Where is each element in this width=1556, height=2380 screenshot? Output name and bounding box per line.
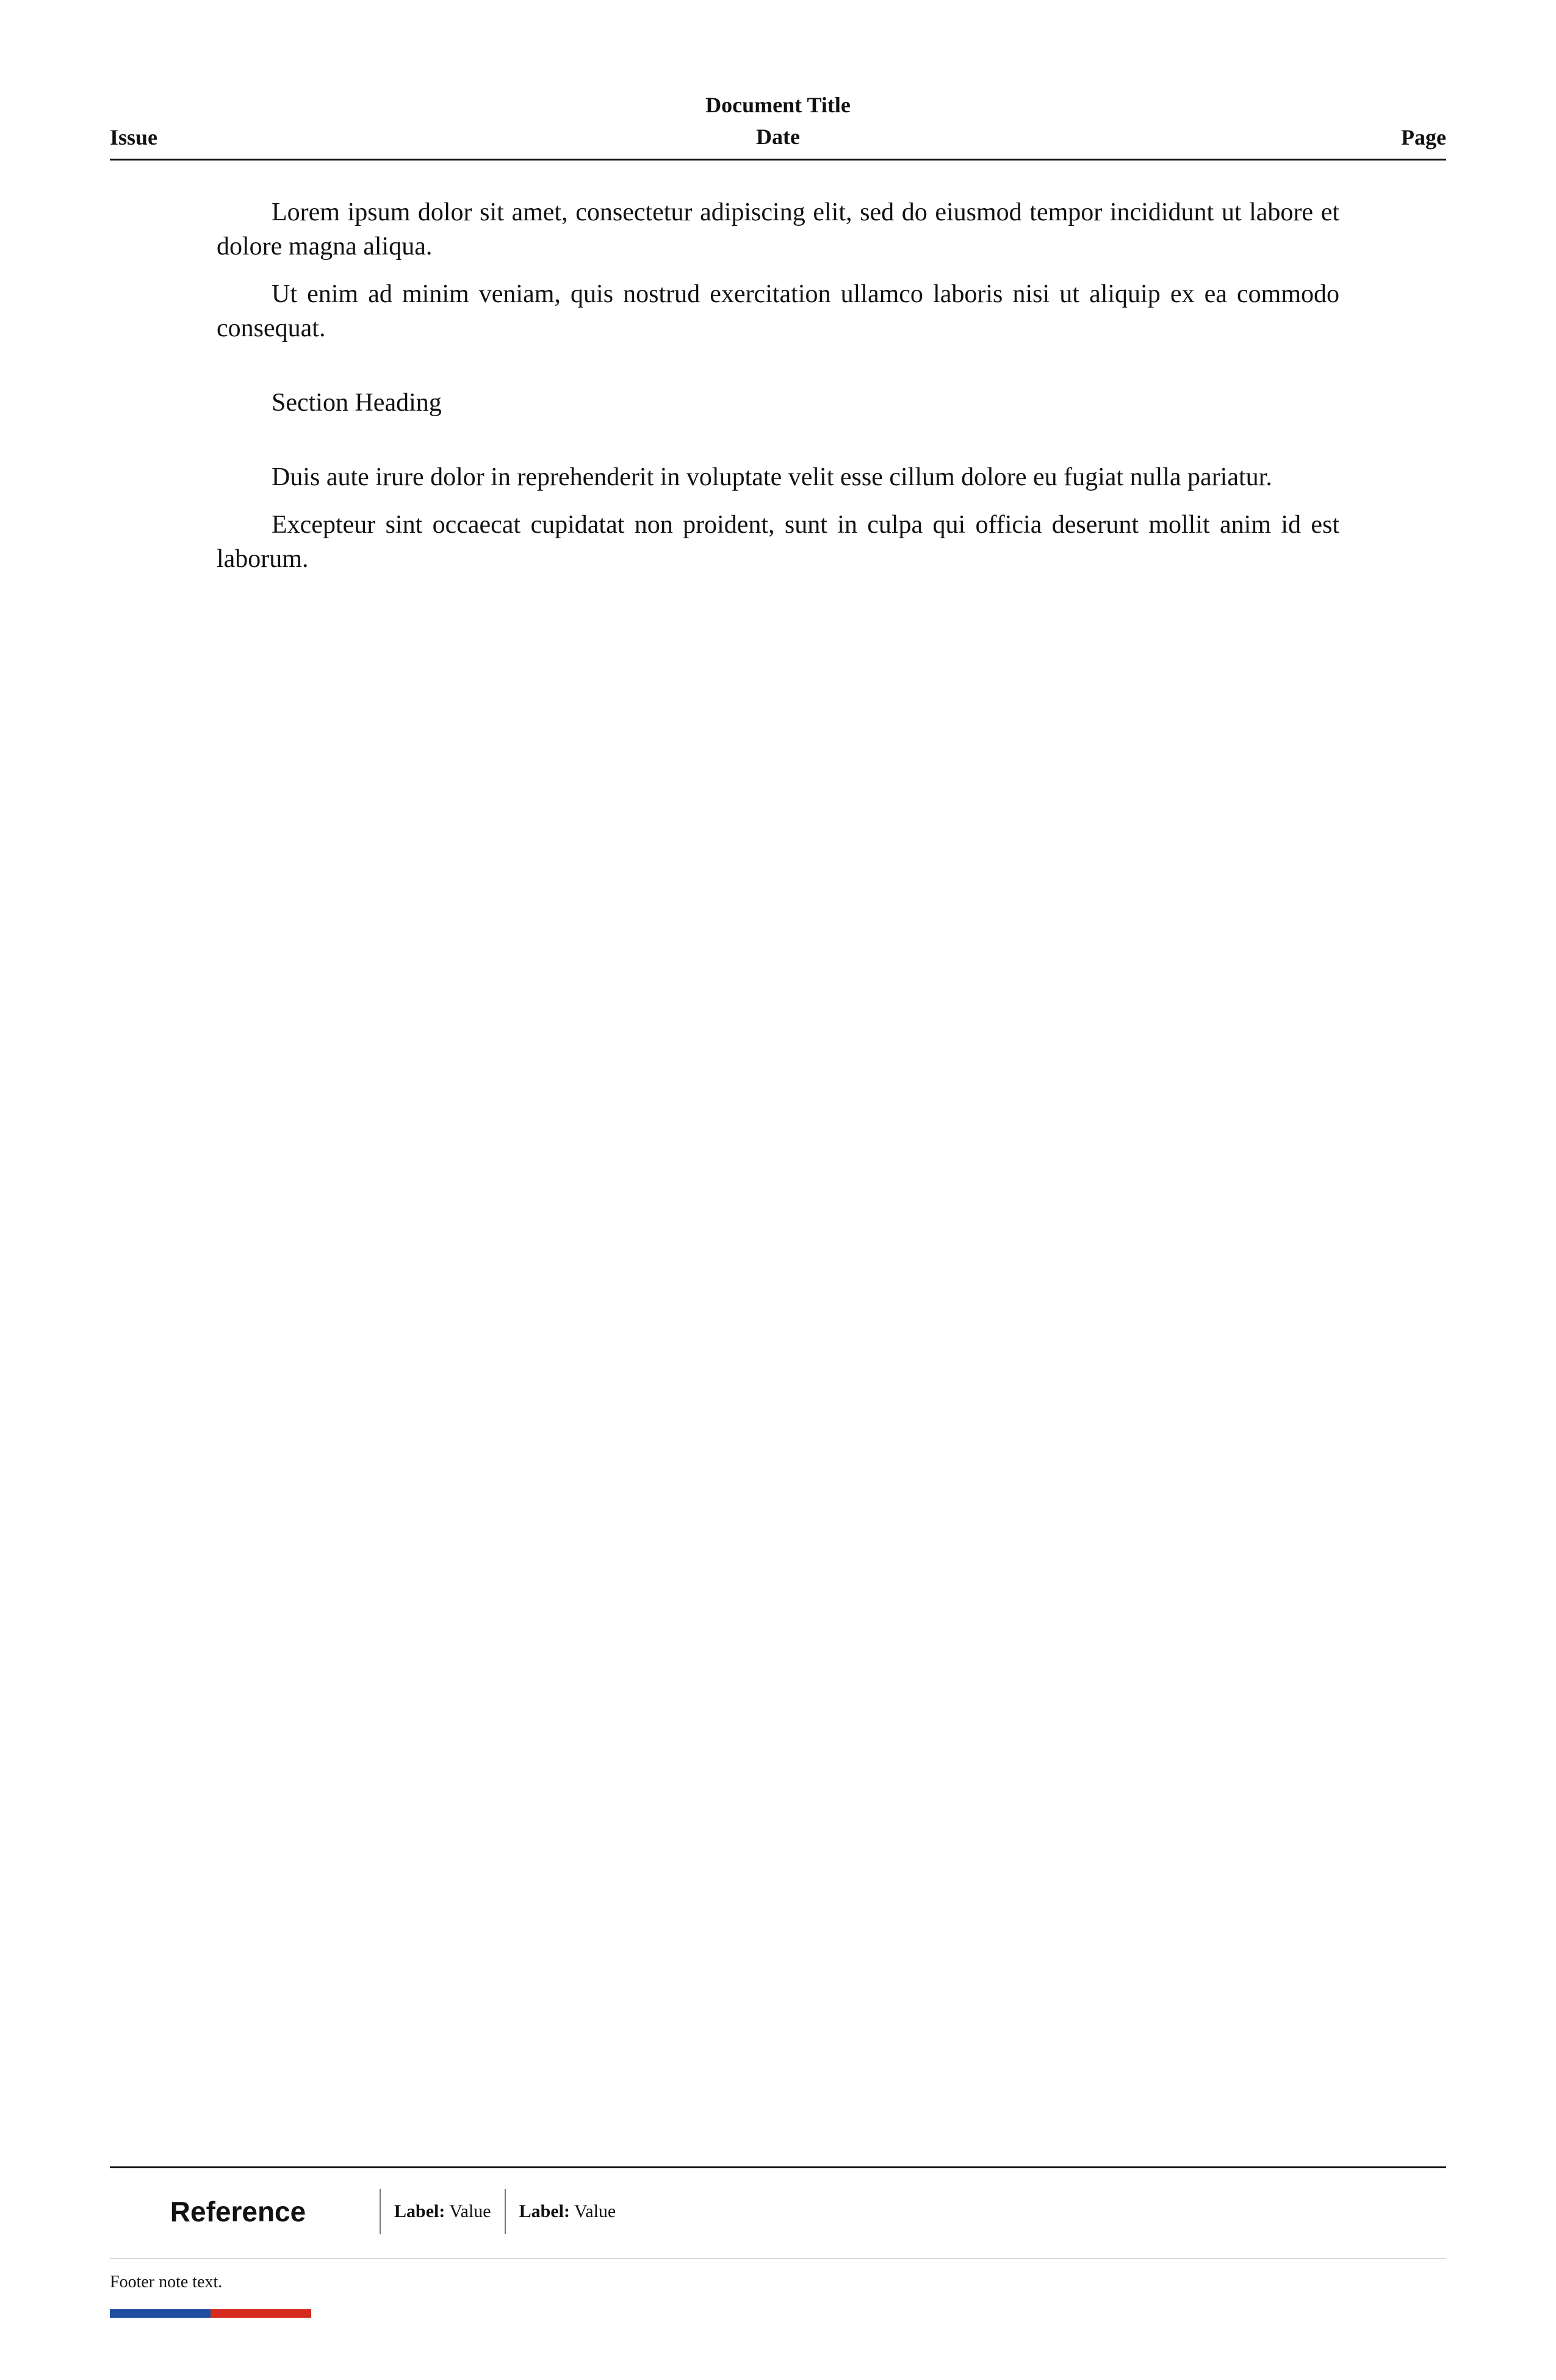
footer-left-label: Label:	[394, 2201, 445, 2221]
body-paragraph: Ut enim ad minim veniam, quis nostrud exercitation ullamco laboris nisi ut aliquip ex ea commodo consequat.	[217, 280, 1339, 342]
header-date: Date	[756, 124, 800, 149]
footer-left-value: Value	[449, 2201, 491, 2221]
flag-blue-band	[110, 2309, 211, 2318]
footer-note: Footer note text.	[110, 2259, 1446, 2293]
section-paragraph: Duis aute irure dolor in reprehenderit in voluptate velit esse cillum dolore eu fugiat nulla pariatur.	[272, 463, 1272, 491]
footer-contact-right	[519, 2200, 616, 2223]
cve-code: Reference	[170, 2196, 306, 2227]
footer-divider	[380, 2189, 381, 2234]
page-header	[110, 92, 1446, 160]
document-body	[217, 195, 1339, 590]
footer-divider	[505, 2189, 506, 2234]
section-heading: Section Heading	[272, 389, 442, 417]
section-paragraph: Excepteur sint occaecat cupidatat non proident, sunt in culpa qui officia deserunt mollit anim id est laborum.	[217, 511, 1339, 573]
flag-stripe	[110, 2309, 311, 2318]
header-title: Document Title	[705, 93, 851, 117]
header-page: Page	[1401, 125, 1446, 150]
flag-red-band	[211, 2309, 311, 2318]
footer-right-value: Value	[574, 2201, 616, 2221]
footer-right-label: Label:	[519, 2201, 570, 2221]
header-issue: Issue	[110, 125, 158, 150]
footer-info-row	[110, 2168, 1446, 2239]
footer-contact-left	[394, 2200, 491, 2223]
body-paragraph: Lorem ipsum dolor sit amet, consectetur adipiscing elit, sed do eiusmod tempor incididunt ut labore et dolore magna aliqua.	[217, 198, 1339, 261]
page-footer	[110, 2166, 1446, 2318]
